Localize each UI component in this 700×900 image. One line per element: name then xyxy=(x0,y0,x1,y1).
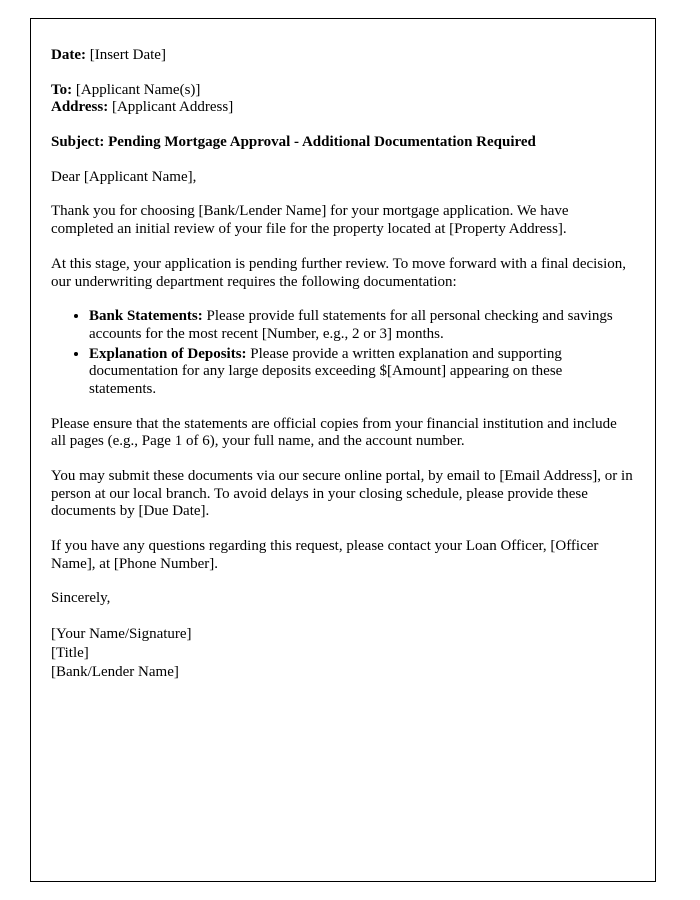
subject-line: Subject: Pending Mortgage Approval - Additional Documentation Required xyxy=(51,134,536,151)
to-line xyxy=(51,82,633,100)
explanation-deposits-text: Please provide a written explanation and supporting documentation for any large deposits exceeding $[Amount] appearing on these statements. xyxy=(89,345,563,397)
to-value: [Applicant Name(s)] xyxy=(72,81,201,98)
letter-page xyxy=(30,18,656,882)
signature-block xyxy=(51,625,633,681)
bank-statements-text: Please provide full statements for all personal checking and savings accounts for the most recent [Number, e.g., 2 or 3] months. xyxy=(89,308,613,342)
list-item-explanation-deposits xyxy=(89,346,633,399)
signature-bank: [Bank/Lender Name] xyxy=(51,663,179,680)
signature-name: [Your Name/Signature] xyxy=(51,626,192,643)
date-line xyxy=(51,47,633,65)
closing: Sincerely, xyxy=(51,590,111,607)
date-label: Date: xyxy=(51,47,86,63)
address-value: [Applicant Address] xyxy=(108,99,234,116)
paragraph-submit: You may submit these documents via our secure online portal, by email to [Email Address], or in person at our local branch. To avoid delays in your closing schedule, please provide these documents by [Due Date]. xyxy=(51,468,633,520)
list-item-bank-statements xyxy=(89,308,633,343)
paragraph-ensure: Please ensure that the statements are official copies from your financial institution and include all pages (e.g., Page 1 of 6), your full name, and the account number. xyxy=(51,415,617,450)
address-line xyxy=(51,99,633,117)
salutation: Dear [Applicant Name], xyxy=(51,168,197,185)
paragraph-pending-review: At this stage, your application is pending further review. To move forward with a final decision, our underwriting department requires the following documentation: xyxy=(51,255,627,290)
explanation-deposits-label: Explanation of Deposits: xyxy=(89,345,247,362)
signature-title: [Title] xyxy=(51,644,89,661)
bank-statements-label: Bank Statements: xyxy=(89,308,203,325)
date-value: [Insert Date] xyxy=(85,47,166,63)
paragraph-questions: If you have any questions regarding this request, please contact your Loan Officer, [Officer Name], at [Phone Number]. xyxy=(51,538,599,572)
paragraph-intro: Thank you for choosing [Bank/Lender Name] for your mortgage application. We have completed an initial review of your file for the property located at [Property Address]. xyxy=(51,203,569,238)
documentation-list xyxy=(51,308,633,398)
address-label: Address: xyxy=(51,99,109,116)
letter-body xyxy=(51,47,633,681)
to-label: To: xyxy=(51,81,73,98)
